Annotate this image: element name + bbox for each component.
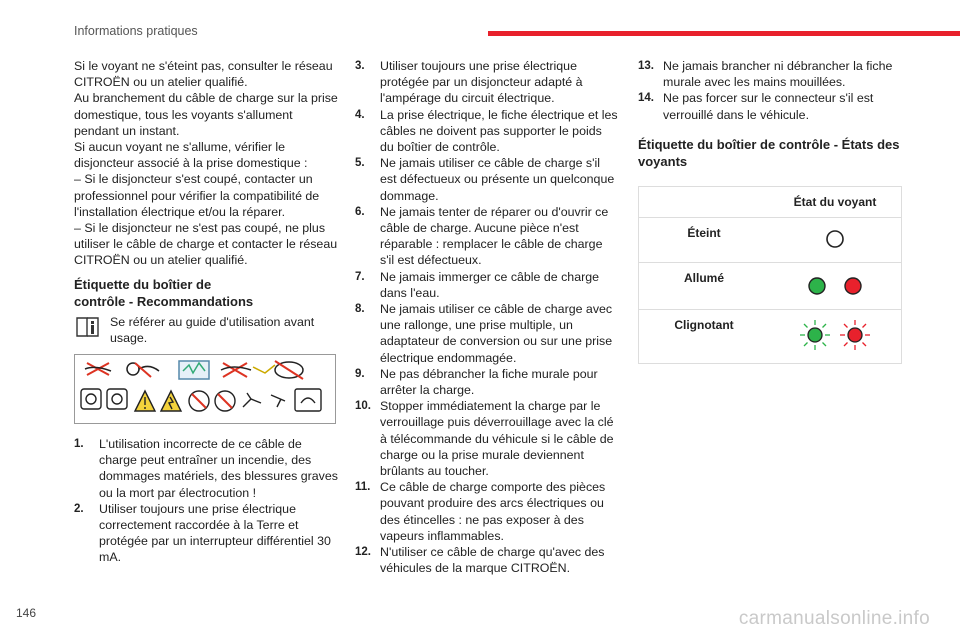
item-text: Utiliser toujours une prise électrique correctement raccordée à la Terre et protégée par un interrupteur différentiel 30 mA.: [99, 501, 331, 565]
heading-line: contrôle - Recommandations: [74, 293, 254, 309]
state-label: Éteint: [639, 218, 770, 263]
column-1: [74, 58, 340, 566]
intro-text: [74, 58, 340, 269]
list-item: [355, 301, 618, 366]
list-item: [355, 155, 618, 204]
table-header: État du voyant: [793, 194, 877, 209]
list-item: [355, 204, 618, 269]
item-text: Utiliser toujours une prise électrique protégée par un disjoncteur adapté à l'ampérage du circuit électrique.: [380, 59, 583, 106]
book-icon: [74, 314, 104, 344]
list-item: [355, 479, 618, 544]
item-number: 2.: [74, 502, 84, 515]
item-number: 12.: [355, 546, 371, 559]
item-text: N'utiliser ce câble de charge qu'avec des véhicules de la marque CITROËN.: [380, 545, 605, 576]
led-red-blink-icon: [837, 319, 873, 351]
item-text: Ne jamais utiliser ce câble de charge s'il est défectueux ou présente un quelconque dommage.: [380, 156, 615, 203]
column-2: [355, 58, 618, 577]
led-states-heading: Étiquette du boîtier de contrôle - États des voyants: [638, 136, 900, 169]
table-header-row: [639, 186, 902, 217]
item-text: L'utilisation incorrecte de ce câble de charge peut entraîner un incendie, des dommages matériels, des blessures graves ou la mort par électrocution !: [99, 437, 338, 500]
item-text: Ne jamais utiliser ce câble de charge avec une rallonge, une prise multiple, un adaptateur de conversion ou sur une prise électrique endommagée.: [380, 302, 613, 365]
intro-paragraph: Au branchement du câble de charge sur la prise domestique, tous les voyants s'allument pendant un instant.: [74, 91, 338, 138]
item-text: La prise électrique, le fiche électrique et les câbles ne doivent pas supporter le poids du boîtier de contrôle.: [380, 107, 618, 155]
list-item: [355, 544, 618, 576]
item-number: 8.: [355, 303, 365, 316]
item-text: Ce câble de charge comporte des pièces pouvant produire des arcs électriques ou des étincelles : ne pas exposer à des vapeurs inflammables.: [380, 480, 606, 543]
state-label: Clignotant: [639, 310, 770, 363]
list-item: [74, 501, 340, 566]
page-number: 146: [16, 606, 37, 620]
item-text: Ne pas forcer sur le connecteur s'il est verrouillé dans le véhicule.: [663, 91, 874, 122]
column-3: [638, 58, 904, 364]
list-item: [74, 436, 340, 501]
item-number: 13.: [638, 60, 654, 72]
manual-note: [74, 314, 340, 346]
table-row: [639, 310, 902, 363]
warning-label-strip: [74, 354, 336, 424]
intro-paragraph: Si aucun voyant ne s'allume, vérifier le disjoncteur associé à la prise domestique :: [74, 140, 308, 171]
recommendation-list-1: [74, 436, 340, 566]
item-number: 7.: [355, 270, 365, 283]
item-number: 14.: [638, 92, 654, 105]
led-off-icon: [823, 227, 847, 251]
state-label: Allumé: [639, 263, 770, 310]
led-green-icon: [805, 274, 829, 298]
list-item: [355, 398, 618, 479]
state-value-cell: [769, 310, 902, 363]
watermark: carmanualsonline.info: [738, 608, 930, 629]
intro-paragraph: – Si le disjoncteur s'est coupé, contacter un professionnel pour vérifier la compatibilité de l'installation électrique et/ou la réparer.: [74, 172, 320, 219]
recommendations-heading: [74, 276, 340, 310]
list-item: [355, 269, 618, 301]
led-green-blink-icon: [797, 319, 833, 351]
note-text: Se référer au guide d'utilisation avant usage.: [110, 314, 315, 345]
item-text: Stopper immédiatement la charge par le verrouillage puis déverrouillage avec la clé à télécommande du véhicule si le câble de charge ou la prise murale deviennent brûlants au toucher.: [380, 399, 614, 479]
state-value-cell: [769, 218, 902, 263]
state-value-cell: [769, 263, 902, 310]
led-red-icon: [841, 274, 865, 298]
item-number: 4.: [355, 108, 365, 121]
item-number: 5.: [355, 157, 365, 170]
list-item: [638, 90, 904, 122]
table-corner-cell: [639, 186, 770, 217]
recommendation-list-3: [638, 58, 904, 123]
running-header: Informations pratiques: [74, 24, 198, 38]
table-row: [639, 218, 902, 263]
list-item: [355, 107, 618, 156]
item-number: 10.: [355, 400, 371, 413]
heading-line: Étiquette du boîtier de: [74, 276, 212, 292]
item-number: 6.: [355, 205, 365, 218]
recommendation-list-2: [355, 58, 618, 577]
list-item: [638, 58, 904, 90]
item-number: 11.: [355, 481, 371, 494]
intro-paragraph: Si le voyant ne s'éteint pas, consulter le réseau CITROËN ou un atelier qualifié.: [74, 59, 333, 90]
item-number: 1.: [74, 438, 84, 451]
item-number: 3.: [355, 60, 365, 72]
intro-paragraph: – Si le disjoncteur ne s'est pas coupé, ne plus utiliser le câble de charge et contacter le réseau CITROËN ou un atelier qualifié.: [74, 221, 338, 268]
item-text: Ne jamais immerger ce câble de charge dans l'eau.: [380, 269, 599, 300]
item-text: Ne jamais tenter de réparer ou d'ouvrir ce câble de charge. Aucune pièce n'est réparable : remplacer le câble de charge s'il est défectueux.: [380, 204, 609, 268]
item-number: 9.: [355, 367, 365, 380]
list-item: [355, 366, 618, 398]
item-text: Ne pas débrancher la fiche murale pour arrêter la charge.: [380, 366, 598, 398]
item-text: Ne jamais brancher ni débrancher la fiche murale avec les mains mouillées.: [663, 59, 893, 90]
list-item: [355, 58, 618, 107]
table-row: [639, 263, 902, 310]
header-accent-bar: [488, 31, 960, 36]
led-states-table: [638, 186, 902, 364]
